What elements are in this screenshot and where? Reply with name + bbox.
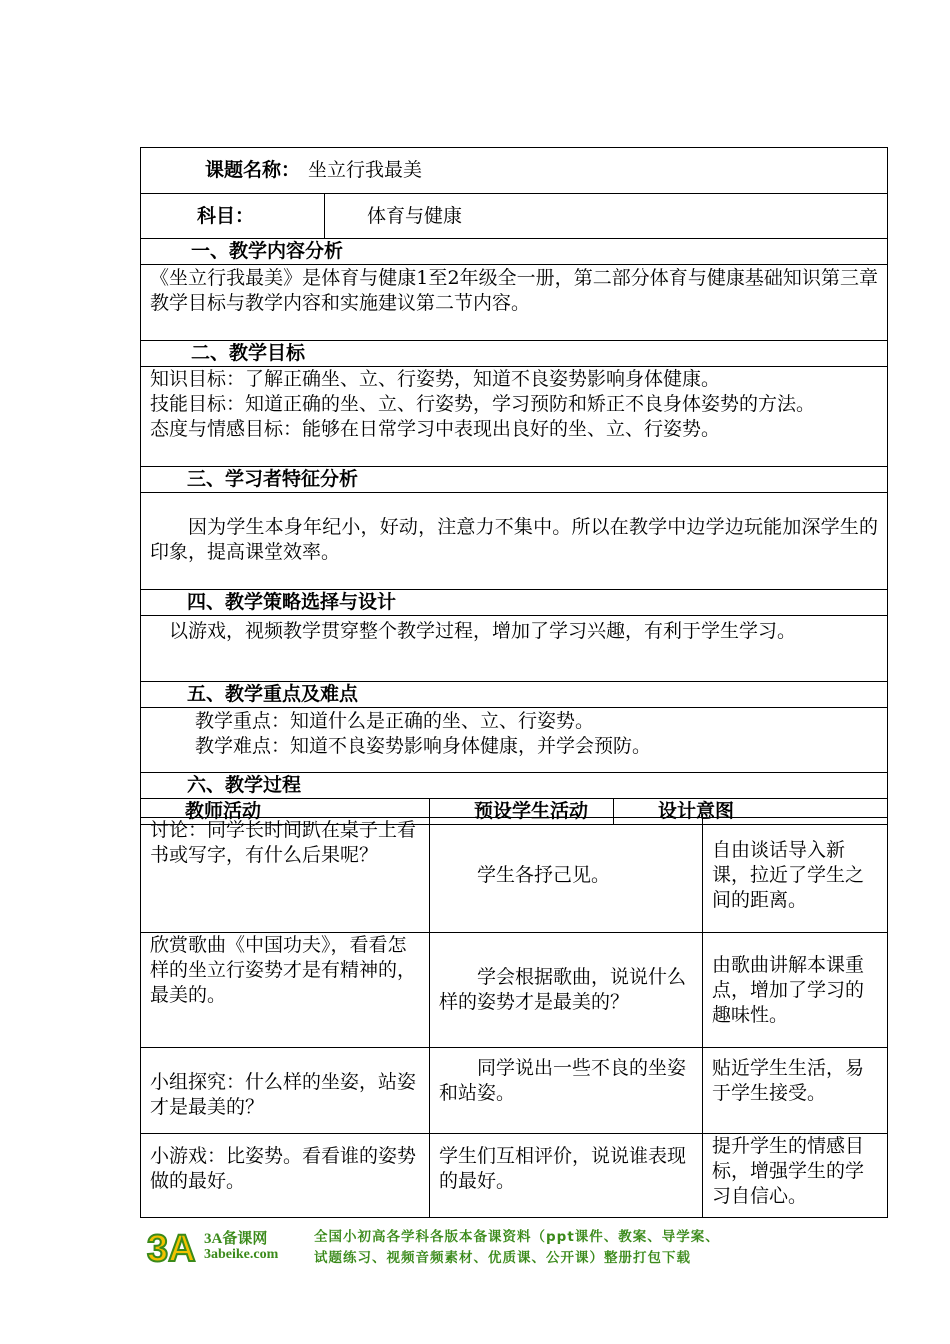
logo-mark: 3A bbox=[147, 1228, 196, 1267]
section-heading-objectives: 二、教学目标 bbox=[141, 341, 888, 367]
content-analysis-text: 《坐立行我最美》是体育与健康1至2年级全一册，第二部分体育与健康基础知识第三章教学目标与教学内容和实施建议第二节内容。 bbox=[141, 265, 888, 341]
student-activity-cell: 学生各抒己见。 bbox=[430, 818, 703, 933]
teacher-activity-cell: 小组探究：什么样的坐姿，站姿才是最美的？ bbox=[141, 1048, 430, 1134]
section-heading-content-analysis: 一、教学内容分析 bbox=[141, 239, 888, 265]
process-table bbox=[140, 817, 888, 1218]
subject-value: 体育与健康 bbox=[325, 194, 888, 239]
strategy-text: 以游戏，视频教学贯穿整个教学过程，增加了学习兴趣，有利于学生学习。 bbox=[141, 616, 888, 682]
design-intent-cell: 由歌曲讲解本课重点，增加了学习的趣味性。 bbox=[703, 933, 888, 1048]
section-heading-learner-analysis: 三、学习者特征分析 bbox=[141, 467, 888, 493]
student-activity-cell: 同学说出一些不良的坐姿和站姿。 bbox=[430, 1048, 703, 1134]
knowledge-objective: 知识目标：了解正确坐、立、行姿势，知道不良姿势影响身体健康。 bbox=[150, 368, 721, 390]
lesson-plan-table bbox=[140, 147, 888, 825]
lesson-title-value: 坐立行我最美 bbox=[308, 159, 423, 181]
footer-line-2: 试题练习、视频音频素材、优质课、公开课）整册打包下载 bbox=[314, 1250, 691, 1266]
design-intent-cell: 提升学生的情感目标，增强学生的学习自信心。 bbox=[703, 1134, 888, 1218]
table-row bbox=[141, 818, 888, 933]
footer-banner bbox=[146, 1225, 846, 1269]
teacher-activity-cell: 欣赏歌曲《中国功夫》，看看怎样的坐立行姿势才是有精神的，最美的。 bbox=[141, 933, 430, 1048]
student-activity-cell: 学生们互相评价，说说谁表现的最好。 bbox=[430, 1134, 703, 1218]
table-row bbox=[141, 1048, 888, 1134]
design-intent-cell: 贴近学生生活，易于学生接受。 bbox=[703, 1048, 888, 1134]
lesson-title-label: 课题名称： bbox=[205, 159, 301, 181]
column-header-teacher: 教师活动 bbox=[141, 799, 430, 825]
logo-3a-icon bbox=[146, 1225, 200, 1267]
section-heading-process: 六、教学过程 bbox=[141, 773, 888, 799]
footer-text bbox=[314, 1227, 720, 1269]
design-intent-cell: 自由谈话导入新课，拉近了学生之间的距离。 bbox=[703, 818, 888, 933]
table-row bbox=[141, 1134, 888, 1218]
section-heading-strategy: 四、教学策略选择与设计 bbox=[141, 590, 888, 616]
lesson-title-row bbox=[141, 148, 888, 194]
section-heading-key-points: 五、教学重点及难点 bbox=[141, 682, 888, 708]
logo-name: 3A备课网 bbox=[204, 1231, 268, 1247]
key-points-block bbox=[141, 708, 888, 773]
teacher-activity-cell: 小游戏：比姿势。看看谁的姿势做的最好。 bbox=[141, 1134, 430, 1218]
difficult-point: 教学难点：知道不良姿势影响身体健康，并学会预防。 bbox=[195, 735, 652, 757]
teacher-activity-cell: 讨论：同学长时间趴在桌子上看书或写字，有什么后果呢？ bbox=[141, 818, 430, 933]
column-header-student: 预设学生活动 bbox=[430, 799, 614, 825]
footer-line-1: 全国小初高各学科各版本备课资料（ppt课件、教案、导学案、 bbox=[314, 1229, 720, 1245]
table-row bbox=[141, 933, 888, 1048]
learner-analysis-text: 因为学生本身年纪小，好动，注意力不集中。所以在教学中边学边玩能加深学生的印象，提高课堂效率。 bbox=[141, 493, 888, 590]
key-point: 教学重点：知道什么是正确的坐、立、行姿势。 bbox=[195, 710, 595, 732]
skill-objective: 技能目标：知道正确的坐、立、行姿势，学习预防和矫正不良身体姿势的方法。 bbox=[150, 393, 816, 415]
student-activity-cell: 学会根据歌曲，说说什么样的姿势才是最美的？ bbox=[430, 933, 703, 1048]
attitude-objective: 态度与情感目标：能够在日常学习中表现出良好的坐、立、行姿势。 bbox=[150, 418, 721, 440]
logo-url: 3abeike.com bbox=[204, 1247, 279, 1262]
objectives-block bbox=[141, 367, 888, 467]
subject-label: 科目： bbox=[141, 194, 325, 239]
column-header-intent: 设计意图 bbox=[614, 799, 888, 825]
